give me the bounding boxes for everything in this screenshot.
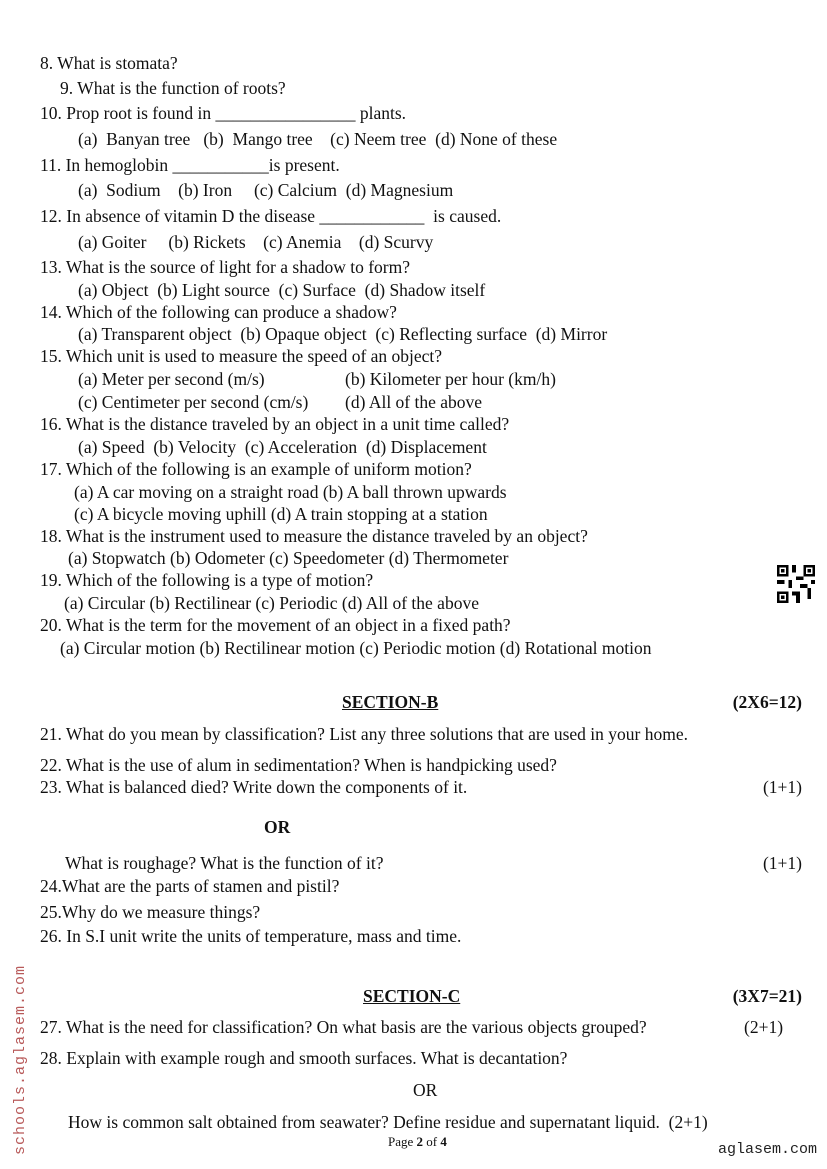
options-19: (a) Circular (b) Rectilinear (c) Periodic (d) All of the above	[64, 593, 479, 613]
options-17b: (c) A bicycle moving uphill (d) A train stopping at a station	[74, 504, 488, 524]
question-28-alt: How is common salt obtained from seawater? Define residue and supernatant liquid. (2+1)	[68, 1112, 708, 1132]
option-15d: (d) All of the above	[345, 392, 483, 412]
question-16: 16. What is the distance traveled by an object in a unit time called?	[40, 414, 510, 434]
question-14: 14. Which of the following can produce a shadow?	[40, 302, 397, 322]
page-current: 2	[416, 1134, 424, 1149]
question-28: 28. Explain with example rough and smooth surfaces. What is decantation?	[40, 1048, 568, 1068]
or-label: OR	[264, 817, 291, 837]
qr-code-icon	[776, 565, 816, 603]
question-11: 11. In hemoglobin ___________is present.	[40, 155, 340, 175]
question-26: 26. In S.I unit write the units of temperature, mass and time.	[40, 926, 462, 946]
or-label-c: OR	[413, 1080, 438, 1100]
options-16: (a) Speed (b) Velocity (c) Acceleration (d) Displacement	[78, 437, 487, 457]
page-prefix: Page	[388, 1134, 417, 1149]
question-21: 21. What do you mean by classification? List any three solutions that are used in your home.	[40, 724, 688, 744]
question-23-alt: What is roughage? What is the function of it?	[65, 853, 384, 873]
question-12: 12. In absence of vitamin D the disease ____________ is caused.	[40, 206, 502, 226]
section-b-marks: (2X6=12)	[732, 692, 802, 712]
section-c-title: SECTION-C	[363, 986, 461, 1006]
options-18: (a) Stopwatch (b) Odometer (c) Speedometer (d) Thermometer	[68, 548, 509, 568]
question-13: 13. What is the source of light for a shadow to form?	[40, 257, 411, 277]
options-20: (a) Circular motion (b) Rectilinear motion (c) Periodic motion (d) Rotational motion	[60, 638, 652, 658]
page-of: of	[423, 1134, 441, 1149]
question-17: 17. Which of the following is an example of uniform motion?	[40, 459, 472, 479]
question-23-marks: (1+1)	[762, 777, 802, 797]
question-10: 10. Prop root is found in ________________ plants.	[40, 103, 407, 123]
options-17a: (a) A car moving on a straight road (b) A ball thrown upwards	[74, 482, 507, 502]
options-10: (a) Banyan tree (b) Mango tree (c) Neem tree (d) None of these	[78, 129, 558, 149]
page-total: 4	[440, 1134, 447, 1149]
question-24: 24.What are the parts of stamen and pistil?	[40, 876, 340, 896]
question-18: 18. What is the instrument used to measure the distance traveled by an object?	[40, 526, 588, 546]
question-19: 19. Which of the following is a type of motion?	[40, 570, 374, 590]
question-8: 8. What is stomata?	[40, 53, 178, 73]
option-15c: (c) Centimeter per second (cm/s)	[78, 392, 309, 412]
question-15: 15. Which unit is used to measure the speed of an object?	[40, 346, 443, 366]
watermark: schools.aglasem.com	[12, 964, 29, 1155]
options-13: (a) Object (b) Light source (c) Surface (d) Shadow itself	[78, 280, 486, 300]
question-27-marks: (2+1)	[744, 1017, 784, 1037]
question-23: 23. What is balanced died? Write down the components of it.	[40, 777, 468, 797]
section-c-marks: (3X7=21)	[732, 986, 802, 1006]
page-number	[388, 1134, 447, 1150]
option-15a: (a) Meter per second (m/s)	[78, 369, 265, 389]
site-footer: aglasem.com	[717, 1141, 817, 1158]
option-15b: (b) Kilometer per hour (km/h)	[345, 369, 556, 389]
question-27: 27. What is the need for classification? On what basis are the various objects grouped?	[40, 1017, 647, 1037]
options-11: (a) Sodium (b) Iron (c) Calcium (d) Magnesium	[78, 180, 454, 200]
options-14: (a) Transparent object (b) Opaque object (c) Reflecting surface (d) Mirror	[78, 324, 608, 344]
question-9: 9. What is the function of roots?	[60, 78, 286, 98]
question-20: 20. What is the term for the movement of an object in a fixed path?	[40, 615, 511, 635]
section-b-title: SECTION-B	[342, 692, 439, 712]
question-25: 25.Why do we measure things?	[40, 902, 261, 922]
question-22: 22. What is the use of alum in sedimentation? When is handpicking used?	[40, 755, 557, 775]
options-12: (a) Goiter (b) Rickets (c) Anemia (d) Scurvy	[78, 232, 434, 252]
question-23-alt-marks: (1+1)	[762, 853, 802, 873]
